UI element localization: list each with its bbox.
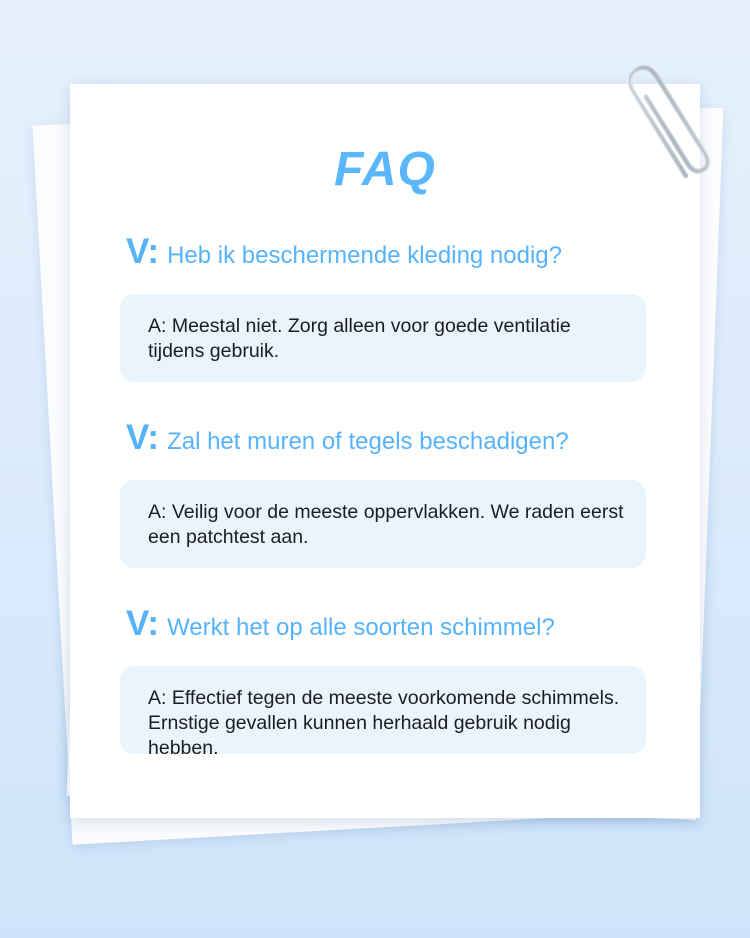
faq-card: [70, 84, 700, 818]
question-prefix: V:: [126, 604, 160, 643]
question-prefix: V:: [126, 232, 160, 271]
question-text: Werkt het op alle soorten schimmel?: [167, 614, 555, 641]
paperclip-icon: [612, 50, 722, 200]
faq-question-1: [126, 232, 686, 272]
question-text: Heb ik beschermende kleding nodig?: [167, 242, 562, 269]
faq-question-3: [126, 604, 686, 644]
faq-question-2: [126, 418, 686, 458]
question-prefix: V:: [126, 418, 160, 457]
faq-answer-1: A: Meestal niet. Zorg alleen voor goede ventilatie tijdens gebruik.: [120, 294, 646, 382]
question-text: Zal het muren of tegels beschadigen?: [167, 428, 569, 455]
faq-answer-2: A: Veilig voor de meeste oppervlakken. We raden eerst een patchtest aan.: [120, 480, 646, 568]
faq-answer-3: A: Effectief tegen de meeste voorkomende schimmels. Ernstige gevallen kunnen herhaald gebruik nodig hebben.: [120, 666, 646, 754]
page-title: FAQ: [334, 143, 436, 196]
